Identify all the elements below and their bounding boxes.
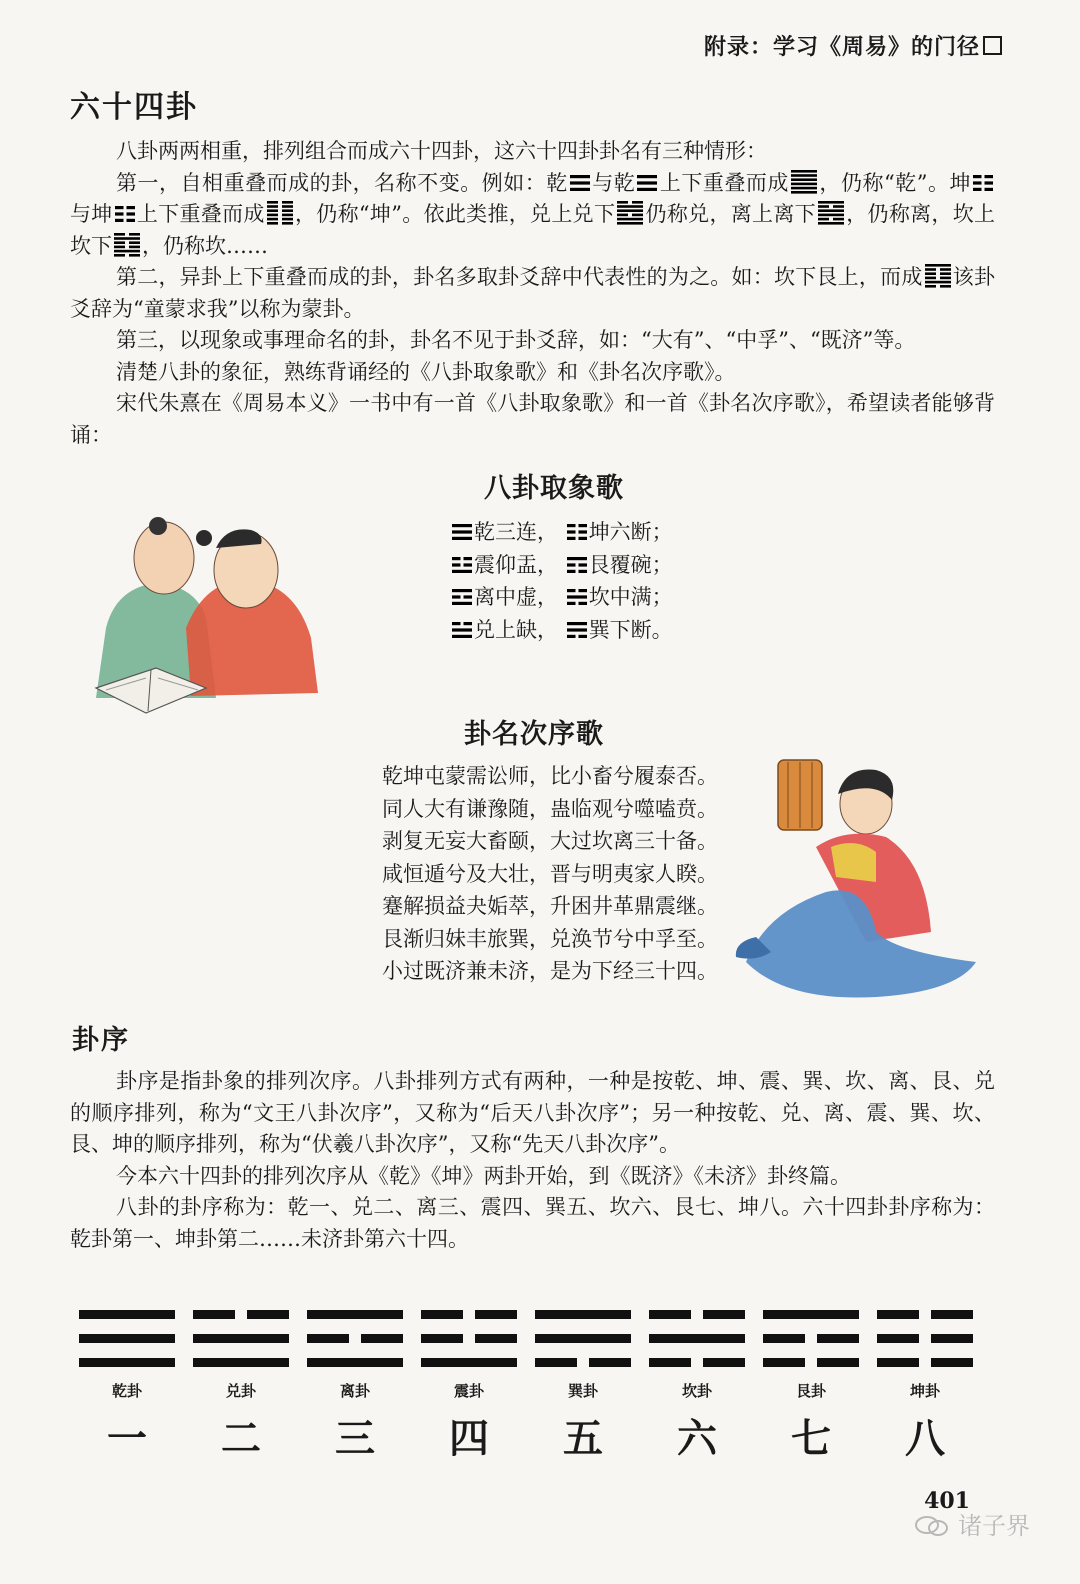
square-icon: [983, 36, 1002, 55]
gua-number: 六: [677, 1416, 717, 1462]
gen-trigram-icon: [763, 1310, 859, 1368]
text-run: 与乾: [591, 170, 636, 195]
kun-trigram-icon: [567, 523, 587, 541]
xun-trigram-icon: [567, 621, 587, 639]
paragraph-first: [70, 168, 995, 263]
gua-name: 艮卦: [795, 1382, 826, 1400]
gua-number: 七: [791, 1416, 831, 1462]
running-header: [704, 30, 1002, 61]
dui-trigram-icon: [193, 1310, 289, 1368]
gua-item-kun: [875, 1310, 975, 1464]
order-song-line: 咸恒遁兮及大壮，晋与明夷家人睽。: [382, 861, 718, 886]
li-hexagram-icon: [818, 200, 844, 226]
gua-name: 离卦: [339, 1382, 370, 1400]
text-run: 坤六断；: [588, 520, 673, 544]
paragraph-intro: 八卦两两相重，排列组合而成六十四卦，这六十四卦卦名有三种情形：: [116, 139, 767, 163]
text-run: 坎中满；: [588, 585, 673, 609]
kun-hexagram-icon: [267, 200, 293, 226]
text-run: 与坤: [70, 202, 113, 226]
gua-number: 二: [221, 1416, 261, 1462]
bagua-song-line: [450, 549, 673, 582]
gua-item-gen: [761, 1310, 861, 1464]
gua-number: 三: [335, 1416, 375, 1462]
text-run: ，仍称离，坎上坎下: [70, 202, 996, 258]
qian-trigram-icon: [452, 523, 472, 541]
boys-reading-illustration: [86, 508, 346, 723]
paragraph-zhuxi: 宋代朱熹在《周易本义》一书中有一首《八卦取象歌》和一首《卦名次序歌》，希望读者能够背诵：: [70, 391, 995, 447]
xun-trigram-icon: [535, 1310, 631, 1368]
gua-item-qian: [77, 1310, 177, 1464]
gua-item-zhen: [419, 1310, 519, 1464]
bagua-song-line: [450, 516, 673, 549]
bagua-song-line: [450, 614, 673, 647]
gua-name: 震卦: [453, 1382, 484, 1400]
text-run: 第二，异卦上下重叠而成的卦，卦名多取卦爻辞中代表性的为之。如：坎下艮上，而成: [116, 265, 923, 289]
gen-trigram-icon: [567, 556, 587, 574]
text-run: 第一，自相重叠而成的卦，名称不变。例如：乾: [116, 170, 568, 195]
kan-trigram-icon: [649, 1310, 745, 1368]
paragraph-guaxu-order: 今本六十四卦的排列次序从《乾》《坤》两卦开始，到《既济》《未济》卦终篇。: [116, 1163, 851, 1188]
section-heading-guaxu: 卦序: [72, 1025, 130, 1056]
bagua-song-line: [450, 581, 673, 614]
kan-hexagram-icon: [114, 232, 140, 258]
text-run: 上下重叠而成: [659, 170, 789, 195]
paragraph-guaxu-definition: 卦序是指卦象的排列次序。八卦排列方式有两种，一种是按乾、坤、震、巽、坎、离、艮、兑的顺序排列，称为“文王八卦次序”，又称为“后天八卦次序”；另一种按乾、兑、离、震、巽、坎、艮、坤的顺序排列，称为“伏羲八卦次序”，又称“先天八卦次序”。: [70, 1069, 995, 1156]
order-song-line: 蹇解损益夬姤萃，升困井革鼎震继。: [382, 894, 718, 918]
gua-item-dui: [191, 1310, 291, 1464]
text-run: ，仍称坎……: [142, 233, 268, 258]
text-run: 仍称兑，离上离下: [645, 202, 816, 226]
gua-name: 巽卦: [567, 1382, 598, 1400]
text-run: 艮覆碗；: [588, 552, 673, 577]
order-song-lines: [382, 760, 718, 988]
text-run: 兑上缺，: [474, 617, 558, 642]
order-song-line: 艮渐归妹丰旅巽，兑涣节兮中孚至。: [382, 926, 718, 951]
text-run: 离中虚，: [474, 585, 558, 609]
qian-hexagram-icon: [791, 169, 817, 195]
gua-number: 五: [563, 1416, 603, 1462]
paragraph-second: [70, 262, 995, 325]
gua-name: 坤卦: [909, 1382, 940, 1400]
kun-trigram-icon: [973, 174, 993, 192]
section-heading-sixty-four: 六十四卦: [70, 90, 198, 125]
gua-number: 八: [905, 1416, 945, 1462]
lady-illustration: [726, 752, 988, 1008]
bagua-song-lines: [450, 516, 673, 646]
text-run: 上下重叠而成: [136, 202, 265, 226]
order-song-line: 乾坤屯蒙需讼师，比小畜兮履泰否。: [382, 764, 718, 788]
paragraph-memorize: 清楚八卦的象征，熟练背诵经的《八卦取象歌》和《卦名次序歌》。: [116, 359, 736, 384]
meng-hexagram-icon: [925, 263, 951, 289]
gua-number: 四: [449, 1416, 489, 1462]
qian-trigram-icon: [79, 1310, 175, 1368]
text-run: 乾三连，: [474, 520, 558, 544]
zhen-trigram-icon: [421, 1310, 517, 1368]
gua-name: 坎卦: [681, 1382, 712, 1400]
order-song-line: 同人大有谦豫随，蛊临观兮噬嗑贲。: [382, 796, 718, 821]
gua-number: 一: [107, 1416, 147, 1462]
dui-hexagram-icon: [617, 200, 643, 226]
text-run: 该卦爻辞为“童蒙求我”以称为蒙卦。: [70, 265, 995, 321]
wechat-icon: [914, 1515, 950, 1537]
kun-trigram-icon: [115, 205, 135, 223]
guaxu-body: [70, 1066, 995, 1255]
text-run: 震仰盂，: [474, 552, 558, 577]
gua-name: 乾卦: [111, 1382, 142, 1400]
qian-trigram-icon: [570, 174, 590, 192]
li-trigram-icon: [307, 1310, 403, 1368]
dui-trigram-icon: [452, 621, 472, 639]
running-header-text: 附录：学习《周易》的门径: [703, 35, 980, 60]
li-trigram-icon: [452, 588, 472, 606]
paragraph-guaxu-numbering: 八卦的卦序称为：乾一、兑二、离三、震四、巽五、坎六、艮七、坤八。六十四卦卦序称为：乾卦第一、坤卦第二……未济卦第六十四。: [70, 1195, 995, 1251]
gua-item-xun: [533, 1310, 633, 1464]
text-run: 巽下断。: [588, 617, 673, 642]
gua-name: 兑卦: [225, 1382, 256, 1400]
bagua-order-row: [70, 1310, 1000, 1480]
text-run: ，仍称“乾”。坤: [818, 170, 972, 195]
order-song-line: 小过既济兼未济，是为下经三十四。: [382, 959, 718, 983]
kun-trigram-icon: [877, 1310, 973, 1368]
text-run: ，仍称“坤”。依此类推，兑上兑下: [294, 202, 616, 226]
order-song-title: 卦名次序歌: [464, 719, 604, 750]
gua-item-li: [305, 1310, 405, 1464]
kan-trigram-icon: [567, 588, 587, 606]
order-song-line: 剥复无妄大畜颐，大过坎离三十备。: [382, 829, 718, 853]
watermark-text: 诸子界: [958, 1512, 1030, 1540]
qian-trigram-icon: [637, 174, 657, 192]
sixty-four-body: [70, 136, 995, 451]
zhen-trigram-icon: [452, 556, 472, 574]
gua-item-kan: [647, 1310, 747, 1464]
watermark: [914, 1506, 1030, 1541]
paragraph-third: 第三，以现象或事理命名的卦，卦名不见于卦爻辞，如：“大有”、“中孚”、“既济”等。: [116, 328, 916, 352]
page-number: 401: [924, 1488, 970, 1514]
bagua-song-title: 八卦取象歌: [484, 473, 624, 504]
